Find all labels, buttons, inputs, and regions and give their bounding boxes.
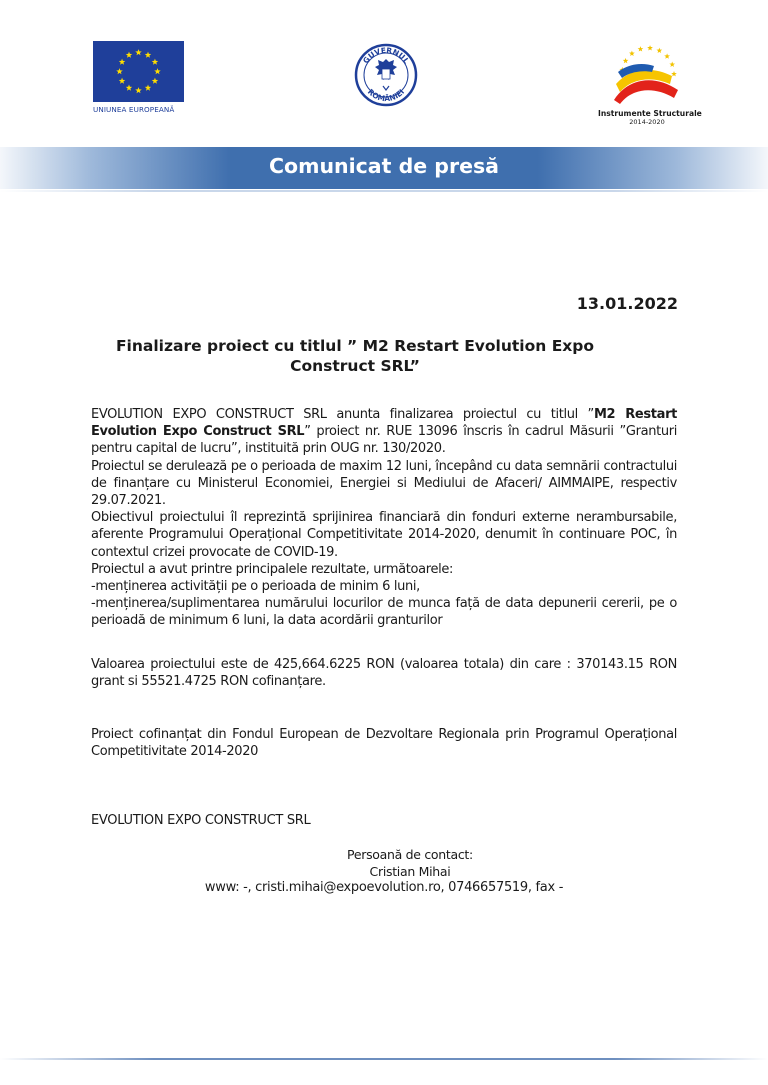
eu-star-icon — [154, 68, 160, 74]
value-grant: 370143.15 RON — [576, 657, 678, 672]
gov-text-top: GUVERNUL — [361, 45, 411, 66]
intro-paragraph — [91, 406, 677, 458]
contact-label: Persoană de contact: — [347, 847, 473, 862]
title-line-2: Construct SRL” — [290, 356, 420, 375]
structural-star-icon — [629, 51, 635, 56]
gov-text-bottom: ROMÂNIEI — [365, 87, 407, 104]
structural-star-icon — [647, 45, 653, 50]
value-total: 425,664.6225 RON — [274, 657, 395, 672]
result-item-2: -menținerea/suplimentarea numărului locurilor de munca față de data depunerii cererii, pe o perioadă de minimum 6 luni, la data acordării granturilor — [91, 596, 677, 629]
eu-star-icon — [119, 78, 125, 84]
eu-star-icon — [145, 85, 151, 91]
intro-project-name: M2 Restart Evolution Expo Construct SRL — [91, 407, 677, 440]
eu-star-icon — [152, 59, 158, 65]
structural-star-icon — [664, 53, 670, 58]
eu-logo — [93, 41, 185, 117]
contact-person: Cristian Mihai — [369, 863, 451, 879]
eu-stars-icon — [93, 41, 184, 102]
title-line-1: Finalizare proiect cu titlul ” M2 Restart Evolution Expo — [115, 337, 595, 355]
company-name: EVOLUTION EXPO CONSTRUCT SRL — [91, 813, 311, 828]
contact-details: www: -, cristi.mihai@expoevolution.ro, 0746657519, fax - — [204, 880, 564, 895]
eu-star-icon — [135, 49, 141, 55]
intro-text-b: ” proiect nr. RUE 13096 înscris în cadrul Măsurii ”Granturi pentru capital de lucru”, instituită prin OUG nr. 130/2020. — [91, 424, 677, 457]
structural-star-icon — [671, 71, 677, 76]
structural-star-icon — [669, 62, 675, 67]
duration-paragraph: Proiectul se derulează pe o perioada de maxim 12 luni, începând cu data semnării contractului de finanțare cu Ministerul Economiei, Energiei si Mediului de Afaceri/ AIMMAIPE, respectiv 29.07.2021. — [91, 458, 677, 509]
eu-star-icon — [126, 85, 132, 91]
structural-caption — [598, 109, 702, 127]
value-text-c: grant si — [91, 674, 142, 690]
eu-star-icon — [135, 87, 141, 93]
value-text-d: cofinanțare. — [248, 674, 326, 690]
press-release-date: 13.01.2022 — [576, 294, 678, 313]
structural-instruments-logo — [598, 38, 702, 128]
intro-text-a: EVOLUTION EXPO CONSTRUCT SRL anunta finalizarea proiectul cu titlul ” — [91, 407, 594, 422]
structural-star-icon — [623, 58, 629, 63]
project-value-paragraph — [91, 656, 677, 690]
eu-star-icon — [119, 59, 125, 65]
results-heading: Proiectul a avut printre principalele rezultate, următoarele: — [91, 561, 454, 577]
structural-star-icon — [638, 46, 644, 51]
banner-divider — [0, 190, 768, 192]
value-text-b: (valoarea totala) din care : — [394, 657, 577, 672]
structural-instruments-icon — [598, 38, 696, 108]
value-cofinancing: 55521.4725 RON — [141, 674, 249, 690]
romania-coat-of-arms-icon — [354, 43, 418, 107]
structural-star-icon — [656, 48, 662, 53]
eu-star-icon — [145, 52, 151, 58]
objective-paragraph: Obiectivul proiectului îl reprezintă sprijinirea financiară din fonduri externe nerambursabile, aferente Programului Operațional Competitivitate 2014-2020, denumit în continuare POC, în contextul crizei provocate de COVID-19. — [91, 510, 677, 560]
press-release-title — [110, 337, 600, 376]
eu-star-icon — [152, 78, 158, 84]
eu-caption: UNIUNEA EUROPEANĂ — [93, 105, 175, 114]
eu-star-icon — [126, 52, 132, 58]
contact-block — [160, 847, 660, 880]
footer-divider — [0, 1058, 768, 1060]
structural-caption-title: Instrumente Structurale — [598, 109, 702, 118]
eu-star-icon — [116, 68, 122, 74]
structural-caption-years: 2014-2020 — [629, 118, 665, 126]
value-text-a: Valoarea proiectului este de — [91, 657, 275, 672]
result-item-1: -menținerea activității pe o perioada de minim 6 luni, — [91, 579, 420, 595]
banner-title: Comunicat de presă — [268, 154, 500, 178]
eu-flag-icon — [93, 41, 184, 102]
press-release-body — [91, 406, 677, 630]
cofinanced-paragraph: Proiect cofinanțat din Fondul European de Dezvoltare Regionala prin Programul Operațional Competitivitate 2014-2020 — [91, 727, 677, 760]
government-logo — [354, 43, 418, 107]
